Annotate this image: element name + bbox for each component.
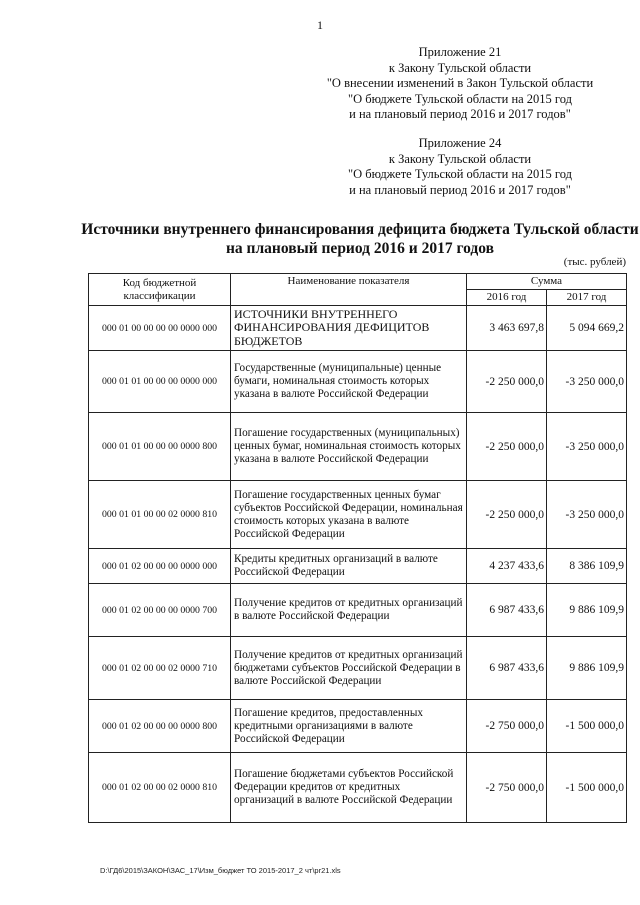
document-title — [80, 220, 640, 258]
row-name: Получение кредитов от кредитных организаций бюджетами субъектов Российской Федерации в валюте Российской Федерации — [231, 637, 467, 700]
row-code: 000 01 02 00 00 00 0000 000 — [89, 549, 231, 584]
header-year-2017: 2017 год — [547, 290, 627, 306]
annex-24-line: "О бюджете Тульской области на 2015 год — [348, 167, 572, 181]
row-name: ИСТОЧНИКИ ВНУТРЕННЕГО ФИНАНСИРОВАНИЯ ДЕФИЦИТОВ БЮДЖЕТОВ — [231, 306, 467, 351]
row-code: 000 01 02 00 00 00 0000 700 — [89, 584, 231, 637]
header-year-2016: 2016 год — [467, 290, 547, 306]
row-value-2017: -3 250 000,0 — [547, 413, 627, 481]
row-name: Погашение бюджетами субъектов Российской Федерации кредитов от кредитных организаций в валюте Российской Федерации — [231, 753, 467, 823]
row-code: 000 01 01 00 00 02 0000 810 — [89, 481, 231, 549]
annex-21-line: "О бюджете Тульской области на 2015 год — [348, 91, 572, 106]
file-path-footer: D:\ГД6\2015\ЗАКОН\ЗАС_17\Изм_бюджет ТО 2015-2017_2 чт\pr21.xls — [100, 866, 341, 875]
row-value-2016: 4 237 433,6 — [467, 549, 547, 584]
row-value-2016: -2 250 000,0 — [467, 413, 547, 481]
table-row — [89, 637, 627, 700]
page-number: 1 — [317, 18, 323, 32]
row-value-2017: 8 386 109,9 — [547, 549, 627, 584]
table-row — [89, 584, 627, 637]
row-value-2016: 6 987 433,6 — [467, 584, 547, 637]
row-value-2017: -3 250 000,0 — [547, 481, 627, 549]
units-label: (тыс. рублей) — [563, 256, 626, 268]
annex-24-line: и на плановый период 2016 и 2017 годов" — [349, 182, 571, 197]
table-row — [89, 413, 627, 481]
row-code: 000 01 02 00 00 02 0000 710 — [89, 637, 231, 700]
row-name: Погашение кредитов, предоставленных кредитными организациями в валюте Российской Федерации — [231, 700, 467, 753]
row-name: Государственные (муниципальные) ценные бумаги, номинальная стоимость которых указана в валюте Российской Федерации — [231, 351, 467, 413]
row-value-2016: -2 250 000,0 — [467, 481, 547, 549]
row-name: Кредиты кредитных организаций в валюте Российской Федерации — [231, 549, 467, 584]
annex-21-header — [300, 45, 620, 123]
header-name: Наименование показателя — [231, 274, 467, 306]
title-line: на плановый период 2016 и 2017 годов — [226, 240, 494, 257]
row-value-2017: 9 886 109,9 — [547, 584, 627, 637]
table-row — [89, 549, 627, 584]
row-value-2017: 9 886 109,9 — [547, 637, 627, 700]
row-value-2016: 3 463 697,8 — [467, 306, 547, 351]
row-value-2016: 6 987 433,6 — [467, 637, 547, 700]
row-code: 000 01 02 00 00 02 0000 810 — [89, 753, 231, 823]
table-row — [89, 753, 627, 823]
table-row — [89, 351, 627, 413]
annex-21-line: и на плановый период 2016 и 2017 годов" — [349, 107, 571, 121]
budget-sources-table — [88, 273, 627, 823]
row-name: Погашение государственных (муниципальных) ценных бумаг, номинальная стоимость которых указана в валюте Российской Федерации — [231, 413, 467, 481]
row-value-2017: 5 094 669,2 — [547, 306, 627, 351]
annex-21-line: "О внесении изменений в Закон Тульской области — [326, 76, 594, 90]
row-value-2016: -2 250 000,0 — [467, 351, 547, 413]
row-code: 000 01 00 00 00 00 0000 000 — [89, 306, 231, 351]
row-name: Погашение государственных ценных бумаг субъектов Российской Федерации, номинальная стоимость которых указана в валюте Российской Федерации — [231, 481, 467, 549]
table-row — [89, 306, 627, 351]
row-code: 000 01 01 00 00 00 0000 000 — [89, 351, 231, 413]
header-sum: Сумма — [467, 274, 627, 290]
row-value-2017: -1 500 000,0 — [547, 753, 627, 823]
annex-24-line: Приложение 24 — [418, 136, 502, 150]
row-value-2017: -1 500 000,0 — [547, 700, 627, 753]
annex-24-header — [300, 136, 620, 198]
header-code: Код бюджетной классификации — [89, 274, 231, 306]
annex-21-line: Приложение 21 — [418, 45, 502, 59]
title-line: Источники внутреннего финансирования дефицита бюджета Тульской области — [81, 221, 639, 238]
row-code: 000 01 02 00 00 00 0000 800 — [89, 700, 231, 753]
row-value-2016: -2 750 000,0 — [467, 700, 547, 753]
row-code: 000 01 01 00 00 00 0000 800 — [89, 413, 231, 481]
table-row — [89, 700, 627, 753]
table-row — [89, 481, 627, 549]
row-value-2016: -2 750 000,0 — [467, 753, 547, 823]
annex-24-line: к Закону Тульской области — [388, 151, 532, 166]
row-value-2017: -3 250 000,0 — [547, 351, 627, 413]
row-name: Получение кредитов от кредитных организаций в валюте Российской Федерации — [231, 584, 467, 637]
annex-21-line: к Закону Тульской области — [388, 60, 532, 75]
